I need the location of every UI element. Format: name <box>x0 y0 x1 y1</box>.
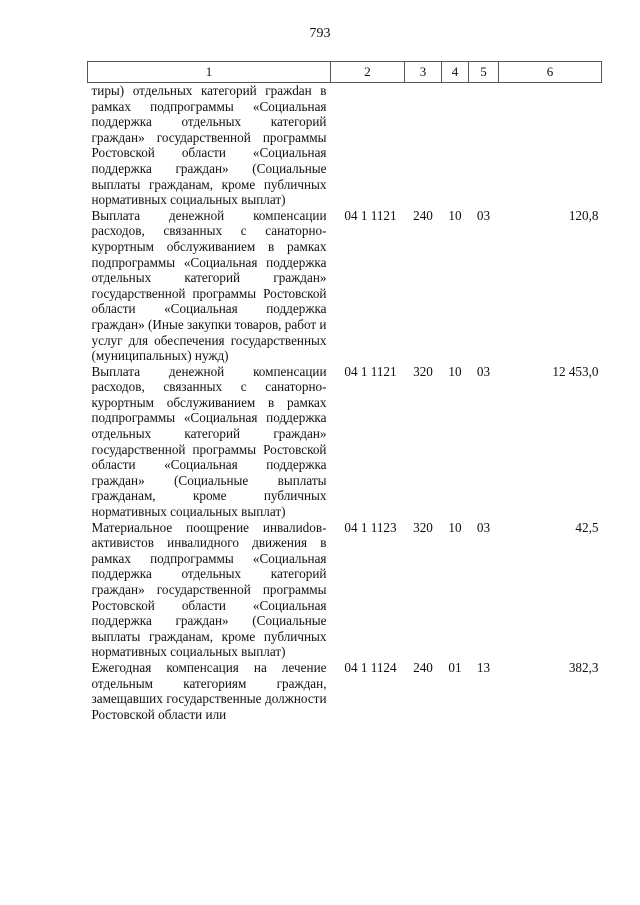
row-section: 10 <box>448 363 462 379</box>
row-description: тиры) отдельных категорий гражdан в рамках подпрограммы «Социальная поддержка отдельных категорий граждан» государственной программы Ростовской области «Социальная поддержка граждан» (Социальные выплаты гражданам, кроме публичных нормативных социальных выплат) <box>91 83 327 208</box>
row-expense-type: 320 <box>413 363 433 379</box>
row-section: 01 <box>448 659 462 675</box>
row-amount <box>499 83 602 208</box>
row-subsection: 03 <box>476 363 491 379</box>
row-section: 10 <box>448 207 462 223</box>
budget-table <box>87 61 602 722</box>
row-section: 10 <box>448 519 462 535</box>
table-row <box>88 83 602 208</box>
row-target-article: 04 1 1123 <box>344 519 397 535</box>
row-description: Выплата денежной компенсации расходов, связанных с санаторно-курортным обслуживанием в рамках подпрограммы «Социальная поддержка отдельных категорий граждан» государственной программы Ростовской области «Социальная поддержка граждан» (Социальные выплаты гражданам, кроме публичных нормативных социальных выплат) <box>91 363 327 520</box>
row-description: Выплата денежной компенсации расходов, связанных с санаторно-курортным обслуживанием в рамках подпрограммы «Социальная поддержка отдельных категорий граждан» государственной программы Ростовской области «Социальная поддержка граждан» (Иные закупки товаров, работ и услуг для обеспечения государственных (муниципальных) нужд) <box>91 207 327 364</box>
row-subsection: 03 <box>476 207 491 223</box>
table-body <box>88 83 602 723</box>
row-target-article: 04 1 1121 <box>344 207 397 223</box>
table-row <box>88 660 602 722</box>
row-target-article: 04 1 1124 <box>344 659 397 675</box>
header-col-1: 1 <box>88 62 331 83</box>
header-col-3: 3 <box>405 62 442 83</box>
row-section <box>442 83 469 208</box>
table-row <box>88 364 602 520</box>
row-amount: 42,5 <box>575 519 599 535</box>
table-row <box>88 208 602 364</box>
header-col-6: 6 <box>499 62 602 83</box>
header-col-4: 4 <box>442 62 469 83</box>
row-subsection <box>469 83 499 208</box>
header-row <box>88 62 602 83</box>
table-row <box>88 520 602 660</box>
row-description: Материальное поощрение инвалиdов-активистов инвалидного движения в рамках подпрограммы «Социальная поддержка отдельных категорий граждан» государственной программы Ростовской области «Социальная поддержка граждан» (Социальные выплаты гражданам, кроме публичных нормативных социальных выплат) <box>91 519 327 660</box>
table-header <box>88 62 602 83</box>
row-target-article: 04 1 1121 <box>344 363 397 379</box>
page-number: 793 <box>309 26 331 41</box>
row-subsection: 03 <box>476 519 491 535</box>
row-amount: 12 453,0 <box>552 363 599 379</box>
row-description: Ежегодная компенсация на лечение отдельным категориям граждан, замещавших государственные должности Ростовской области или <box>91 659 327 722</box>
header-col-2: 2 <box>331 62 405 83</box>
row-amount: 120,8 <box>568 207 599 223</box>
row-expense-type <box>405 83 442 208</box>
row-amount: 382,3 <box>568 659 599 675</box>
row-expense-type: 240 <box>413 659 433 675</box>
row-expense-type: 320 <box>413 519 433 535</box>
header-col-5: 5 <box>469 62 499 83</box>
row-expense-type: 240 <box>413 207 433 223</box>
row-target-article <box>331 83 405 208</box>
row-subsection: 13 <box>476 659 491 675</box>
